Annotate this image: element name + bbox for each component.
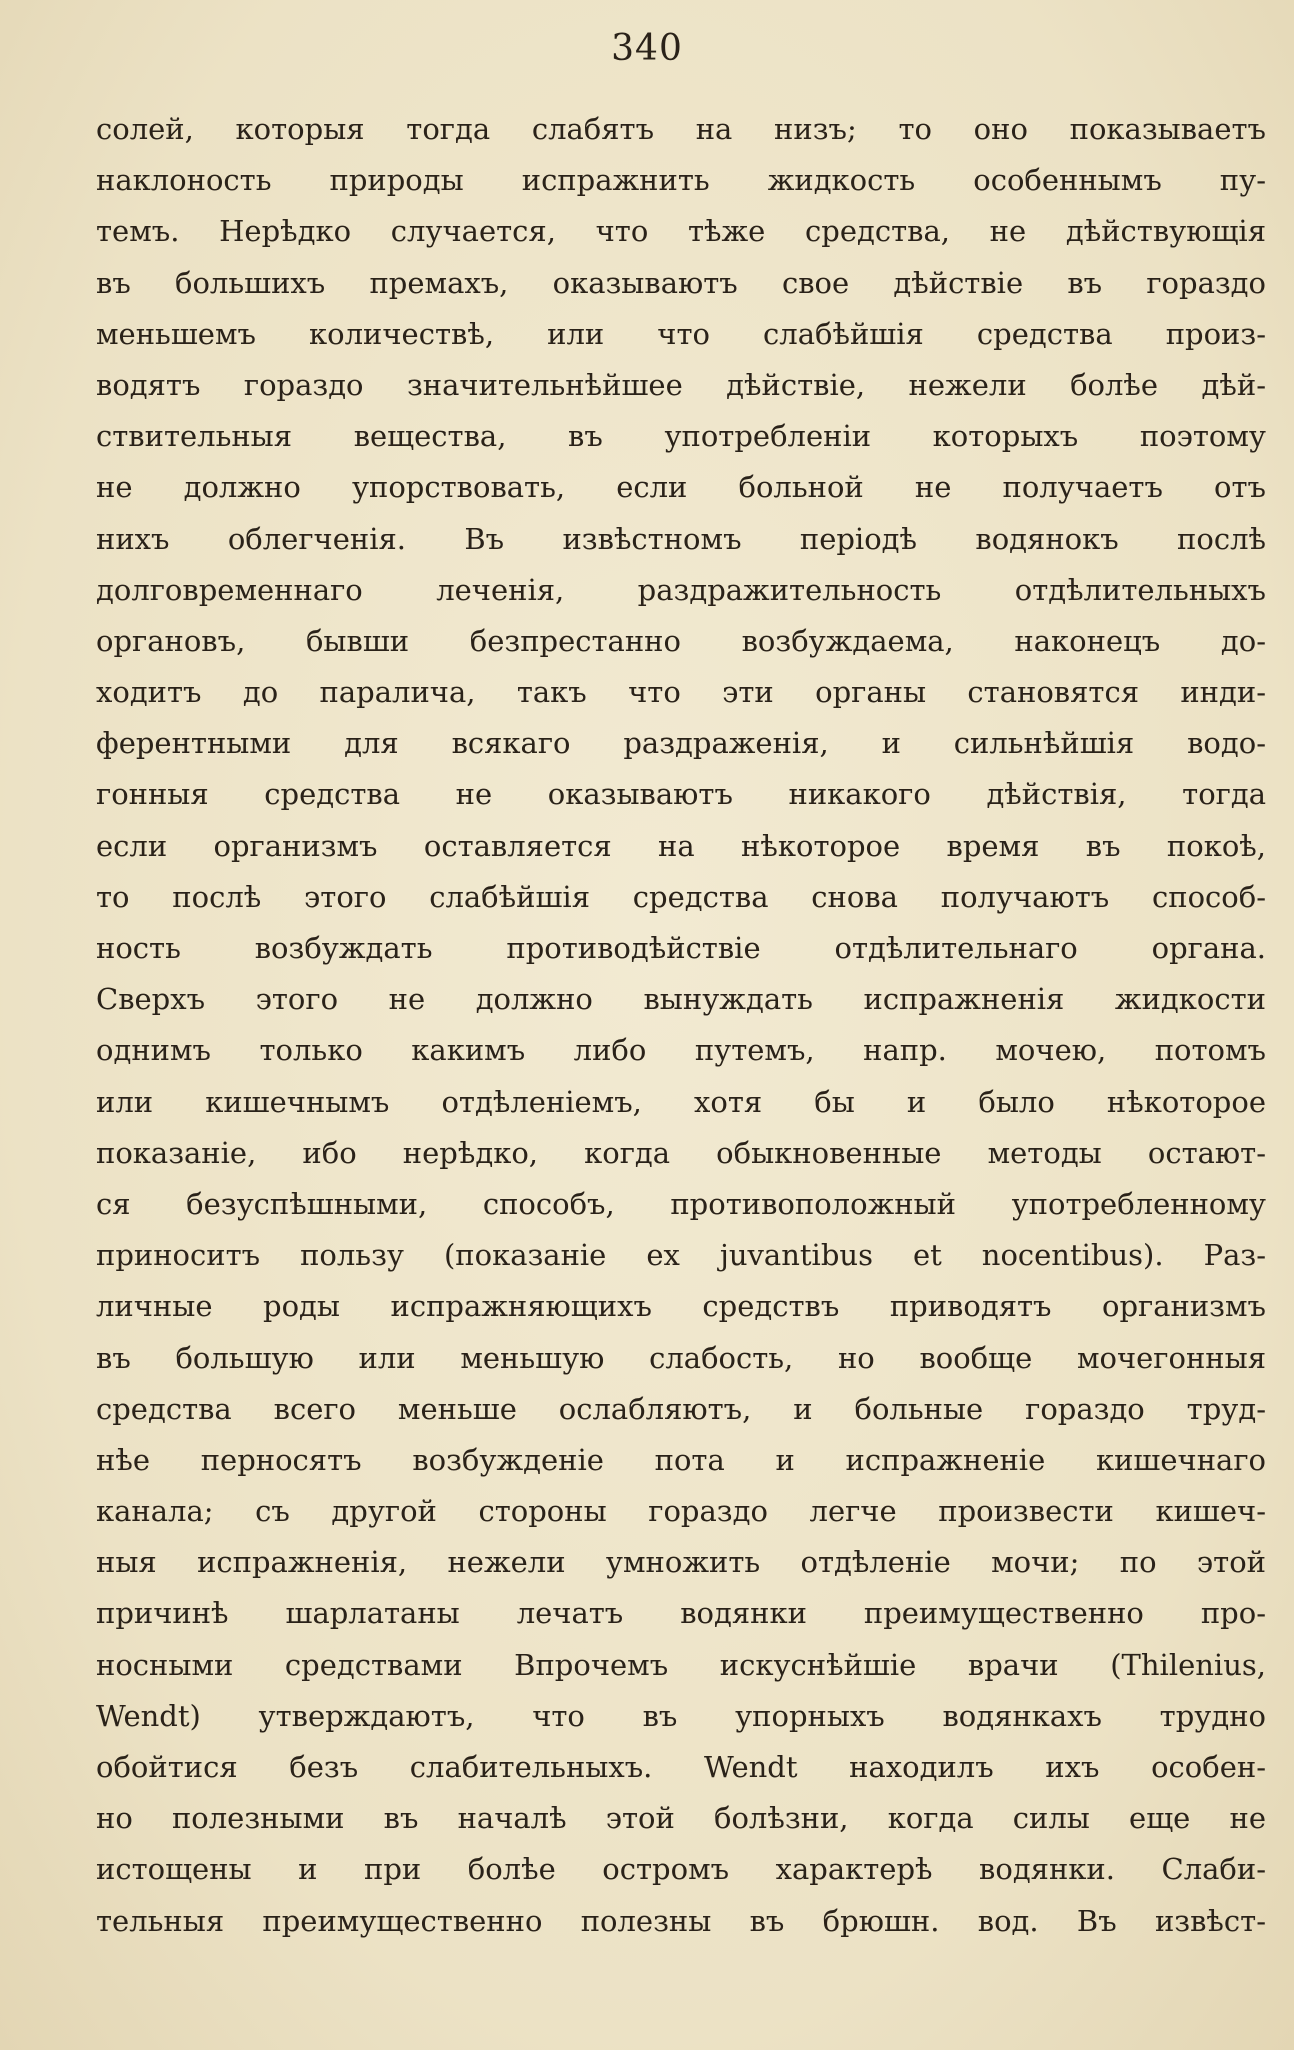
text-line: личные роды испражняющихъ средствъ приводятъ организмъ bbox=[96, 1289, 1266, 1324]
text-line: темъ. Нерѣдко случается, что тѣже средства, не дѣйствующія bbox=[96, 214, 1266, 249]
text-line: Wendt) утверждаютъ, что въ упорныхъ водянкахъ трудно bbox=[96, 1698, 1266, 1733]
text-line: Сверхъ этого не должно вынуждать испражненія жидкости bbox=[96, 982, 1266, 1017]
text-line: органовъ, бывши безпрестанно возбуждаема, наконецъ до- bbox=[96, 623, 1266, 658]
text-line: меньшемъ количествѣ, или что слабѣйшія средства произ- bbox=[96, 316, 1266, 351]
page-number: 340 bbox=[611, 28, 683, 69]
text-line: носными средствами Впрочемъ искуснѣйшіе врачи (Thilenius, bbox=[96, 1647, 1266, 1682]
text-line: но полезными въ началѣ этой болѣзни, когда силы еще не bbox=[96, 1801, 1266, 1836]
text-line: водятъ гораздо значительнѣйшее дѣйствіе, нежели болѣе дѣй- bbox=[96, 367, 1266, 402]
text-line: причинѣ шарлатаны лечатъ водянки преимущественно про- bbox=[96, 1596, 1266, 1631]
text-line: гонныя средства не оказываютъ никакого дѣйствія, тогда bbox=[96, 777, 1266, 812]
body-text bbox=[96, 104, 1266, 1947]
text-line: ствительныя вещества, въ употребленіи которыхъ поэтому bbox=[96, 419, 1266, 454]
text-line: наклоность природы испражнить жидкость особеннымъ пу- bbox=[96, 163, 1266, 198]
text-line: въ большую или меньшую слабость, но вообще мочегонныя bbox=[96, 1340, 1266, 1375]
text-line: ность возбуждать противодѣйствіе отдѣлительнаго органа. bbox=[96, 931, 1266, 965]
text-line: долговременнаго леченія, раздражительность отдѣлительныхъ bbox=[96, 572, 1266, 607]
text-line: ходитъ до паралича, такъ что эти органы становятся инди- bbox=[96, 675, 1266, 710]
text-line: ся безуспѣшными, способъ, противоположный употребленному bbox=[96, 1186, 1266, 1221]
text-line: средства всего меньше ослабляютъ, и больные гораздо труд- bbox=[96, 1391, 1266, 1426]
text-line: истощены и при болѣе остромъ характерѣ водянки. Слаби- bbox=[96, 1852, 1266, 1887]
text-line: ферентными для всякаго раздраженія, и сильнѣйшія водо- bbox=[96, 726, 1266, 761]
text-line: въ большихъ премахъ, оказываютъ свое дѣйствіе въ гораздо bbox=[96, 265, 1266, 300]
text-line: ныя испражненія, нежели умножить отдѣленіе мочи; по этой bbox=[96, 1545, 1266, 1580]
text-line: если организмъ оставляется на нѣкоторое время въ покоѣ, bbox=[96, 828, 1266, 863]
text-line: солей, которыя тогда слабятъ на низъ; то оно показываетъ bbox=[96, 112, 1266, 146]
text-line: однимъ только какимъ либо путемъ, напр. мочею, потомъ bbox=[96, 1033, 1266, 1068]
text-line: не должно упорствовать, если больной не получаетъ отъ bbox=[96, 470, 1266, 505]
text-line: канала; съ другой стороны гораздо легче произвести кишеч- bbox=[96, 1494, 1266, 1529]
text-line: нѣе перносятъ возбужденіе пота и испражненіе кишечнаго bbox=[96, 1442, 1266, 1477]
text-line: то послѣ этого слабѣйшія средства снова получаютъ способ- bbox=[96, 879, 1266, 914]
text-line: приноситъ пользу (показаніе ex juvantibus et nocentibus). Раз- bbox=[96, 1238, 1266, 1273]
text-line: обойтися безъ слабительныхъ. Wendt находилъ ихъ особен- bbox=[96, 1750, 1266, 1784]
text-line: показаніе, ибо нерѣдко, когда обыкновенные методы остают- bbox=[96, 1135, 1266, 1170]
text-line: или кишечнымъ отдѣленіемъ, хотя бы и было нѣкоторое bbox=[96, 1084, 1266, 1119]
text-line: нихъ облегченія. Въ извѣстномъ періодѣ водянокъ послѣ bbox=[96, 521, 1266, 556]
text-line: тельныя преимущественно полезны въ брюшн. вод. Въ извѣст- bbox=[96, 1903, 1266, 1938]
